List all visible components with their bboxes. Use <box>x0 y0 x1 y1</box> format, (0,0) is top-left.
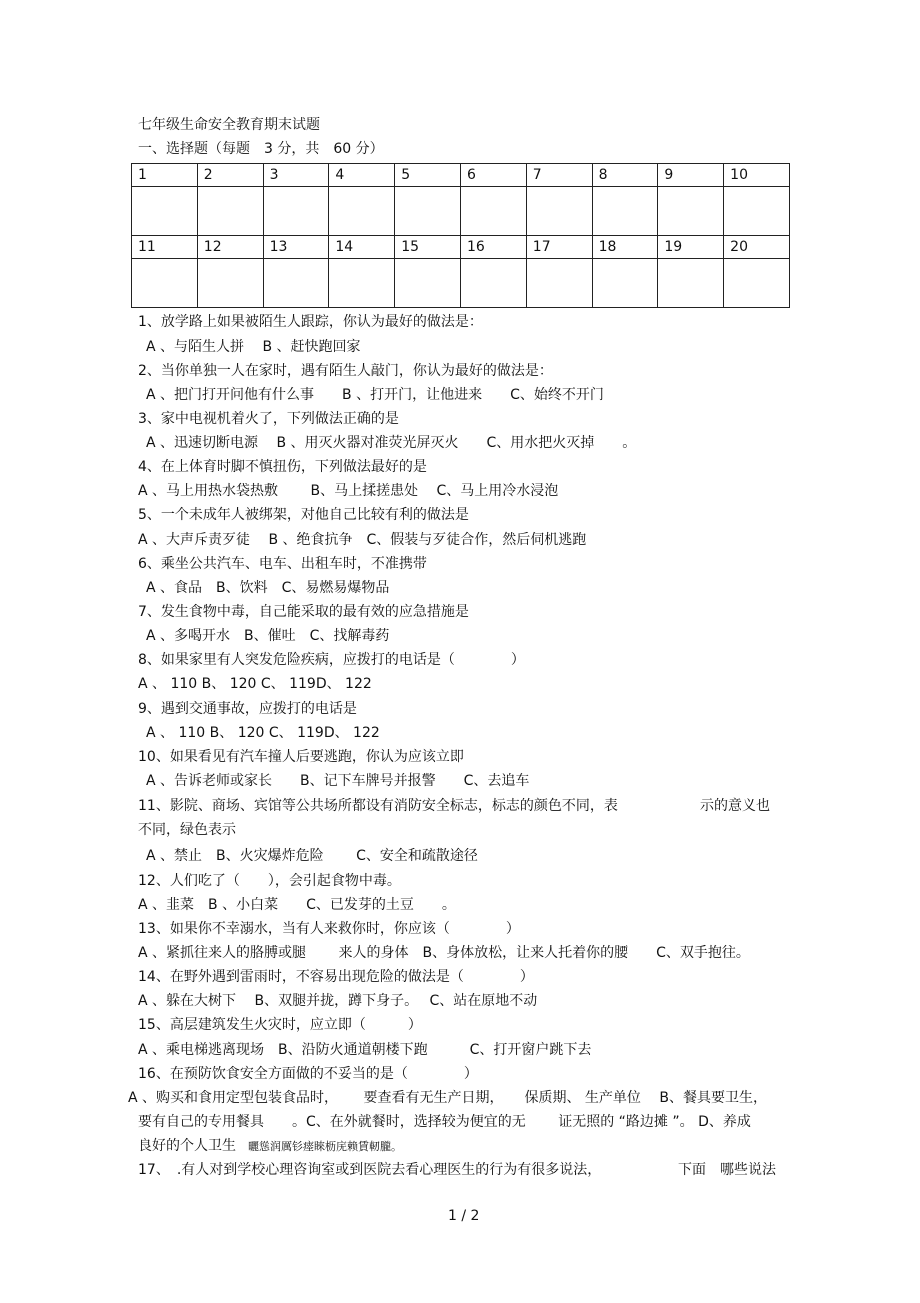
question-10-options: A 、告诉老师或家长 B、记下车牌号并报警 C、去追车 <box>146 773 530 789</box>
question-11-options: A 、禁止 B、火灾爆炸危险 C、安全和疏散途径 <box>146 848 478 864</box>
answer-cell-number: 17 <box>526 236 592 259</box>
question-2: 2、当你单独一人在家时，遇有陌生人敲门，你认为最好的做法是： <box>138 363 553 379</box>
question-16-options-line-2: 要有自己的专用餐具 。C、在外就餐时，选择较为便宜的无 证无照的 “路边摊 ”。 D、养成 <box>138 1114 751 1130</box>
question-17-continued: 下面 哪些说法 <box>678 1162 776 1178</box>
answer-cell-blank <box>658 187 724 236</box>
answer-cell-number: 5 <box>395 164 461 187</box>
question-12-options: A 、韭菜 B 、小白菜 C、已发芽的土豆 。 <box>138 897 456 913</box>
answer-cell-blank <box>724 187 790 236</box>
answer-cell-blank <box>460 259 526 308</box>
answer-cell-number: 8 <box>592 164 658 187</box>
answer-cell-number: 20 <box>724 236 790 259</box>
answer-cell-number: 6 <box>460 164 526 187</box>
exam-title: 七年级生命安全教育期末试题 <box>138 117 320 133</box>
question-4-options: A 、马上用热水袋热敷 B、马上揉搓患处 C、马上用冷水浸泡 <box>138 483 559 499</box>
answer-cell-number: 15 <box>395 236 461 259</box>
question-3-options: A 、迅速切断电源 B 、用灭火器对准荧光屏灭火 C、用水把火灭掉 。 <box>146 435 637 451</box>
answer-cell-blank <box>132 187 198 236</box>
question-12: 12、人们吃了（ ），会引起食物中毒。 <box>138 873 401 889</box>
answer-cell-number: 4 <box>329 164 395 187</box>
question-7-options: A 、多喝开水 B、催吐 C、找解毒药 <box>146 628 390 644</box>
question-1-options: A 、与陌生人拼 B 、赶快跑回家 <box>146 339 361 355</box>
question-11: 11、影院、商场、宾馆等公共场所都设有消防安全标志，标志的颜色不同，表 <box>138 798 618 814</box>
question-8: 8、如果家里有人突发危险疾病，应拨打的电话是（ ） <box>138 652 525 668</box>
answer-cell-blank <box>658 259 724 308</box>
answer-table-number-row <box>132 164 790 187</box>
answer-cell-number: 13 <box>263 236 329 259</box>
question-2-options: A 、把门打开问他有什么事 B 、打开门，让他进来 C、始终不开门 <box>146 387 604 403</box>
question-5-options: A 、大声斥责歹徒 B 、绝食抗争 C、假装与歹徒合作，然后伺机逃跑 <box>138 532 587 548</box>
answer-cell-blank <box>329 259 395 308</box>
answer-table-blank-row <box>132 187 790 236</box>
answer-cell-blank <box>526 187 592 236</box>
answer-cell-number: 3 <box>263 164 329 187</box>
answer-cell-blank <box>526 259 592 308</box>
answer-cell-blank <box>592 187 658 236</box>
question-3: 3、家中电视机着火了，下列做法正确的是 <box>138 411 399 427</box>
page-number: 1 / 2 <box>448 1208 480 1224</box>
answer-cell-blank <box>329 187 395 236</box>
question-11-continued: 示的意义也 <box>700 798 770 814</box>
question-1: 1、放学路上如果被陌生人跟踪，你认为最好的做法是： <box>138 314 483 330</box>
question-14: 14、在野外遇到雷雨时，不容易出现危险的做法是（ ） <box>138 969 534 985</box>
question-5: 5、一个未成年人被绑架，对他自己比较有利的做法是 <box>138 507 469 523</box>
answer-cell-number: 7 <box>526 164 592 187</box>
answer-cell-number: 19 <box>658 236 724 259</box>
garbled-text: 曬慫润厲钐瘗睞枥庑赖賃軔朧。 <box>248 1140 402 1153</box>
question-9: 9、遇到交通事故，应拨打的电话是 <box>138 701 357 717</box>
question-16-options: A 、购买和食用定型包装食品时， 要查看有无生产日期， 保质期、 生产单位 B、餐具要卫生， <box>128 1090 767 1106</box>
answer-cell-blank <box>395 259 461 308</box>
answer-cell-blank <box>263 259 329 308</box>
question-15-options: A 、乘电梯逃离现场 B、沿防火通道朝楼下跑 C、打开窗户跳下去 <box>138 1042 592 1058</box>
question-4: 4、在上体育时脚不慎扭伤，下列做法最好的是 <box>138 459 427 475</box>
answer-table-number-row <box>132 236 790 259</box>
answer-cell-blank <box>592 259 658 308</box>
answer-table-blank-row <box>132 259 790 308</box>
question-6-options: A 、食品 B、饮料 C、易燃易爆物品 <box>146 580 390 596</box>
answer-cell-blank <box>724 259 790 308</box>
answer-cell-number: 9 <box>658 164 724 187</box>
answer-cell-number: 14 <box>329 236 395 259</box>
question-17: 17、 .有人对到学校心理咨询室或到医院去看心理医生的行为有很多说法， <box>138 1162 602 1178</box>
question-7: 7、发生食物中毒，自己能采取的最有效的应急措施是 <box>138 604 469 620</box>
question-13: 13、如果你不幸溺水，当有人来救你时，你应该（ ） <box>138 921 520 937</box>
answer-cell-blank <box>460 187 526 236</box>
question-14-options: A 、躲在大树下 B、双腿并拢，蹲下身子。 C、站在原地不动 <box>138 993 538 1009</box>
question-8-options: A 、 110 B、 120 C、 119D、 122 <box>138 676 372 692</box>
answer-cell-blank <box>197 259 263 308</box>
answer-cell-number: 18 <box>592 236 658 259</box>
section-heading: 一、选择题（每题 3 分，共 60 分） <box>138 141 384 157</box>
question-9-options: A 、 110 B、 120 C、 119D、 122 <box>146 725 380 741</box>
question-16-options-line-3 <box>138 1137 402 1156</box>
question-11-line-2: 不同，绿色表示 <box>138 822 236 838</box>
answer-cell-number: 12 <box>197 236 263 259</box>
answer-cell-blank <box>132 259 198 308</box>
answer-cell-blank <box>197 187 263 236</box>
question-13-options: A 、紧抓往来人的胳膊或腿 来人的身体 B、身体放松，让来人托着你的腰 C、双手抱往。 <box>138 945 750 961</box>
answer-cell-blank <box>263 187 329 236</box>
answer-cell-number: 2 <box>197 164 263 187</box>
answer-cell-blank <box>395 187 461 236</box>
question-10: 10、如果看见有汽车撞人后要逃跑，你认为应该立即 <box>138 749 464 765</box>
question-6: 6、乘坐公共汽车、电车、出租车时，不准携带 <box>138 556 427 572</box>
question-16: 16、在预防饮食安全方面做的不妥当的是（ ） <box>138 1066 478 1082</box>
question-15: 15、高层建筑发生火灾时，应立即（ ） <box>138 1017 422 1033</box>
answer-cell-number: 11 <box>132 236 198 259</box>
answer-cell-number: 1 <box>132 164 198 187</box>
answer-cell-number: 16 <box>460 236 526 259</box>
question-16-option-d-end: 良好的个人卫生 <box>138 1138 236 1154</box>
answer-cell-number: 10 <box>724 164 790 187</box>
answer-table <box>131 163 790 308</box>
